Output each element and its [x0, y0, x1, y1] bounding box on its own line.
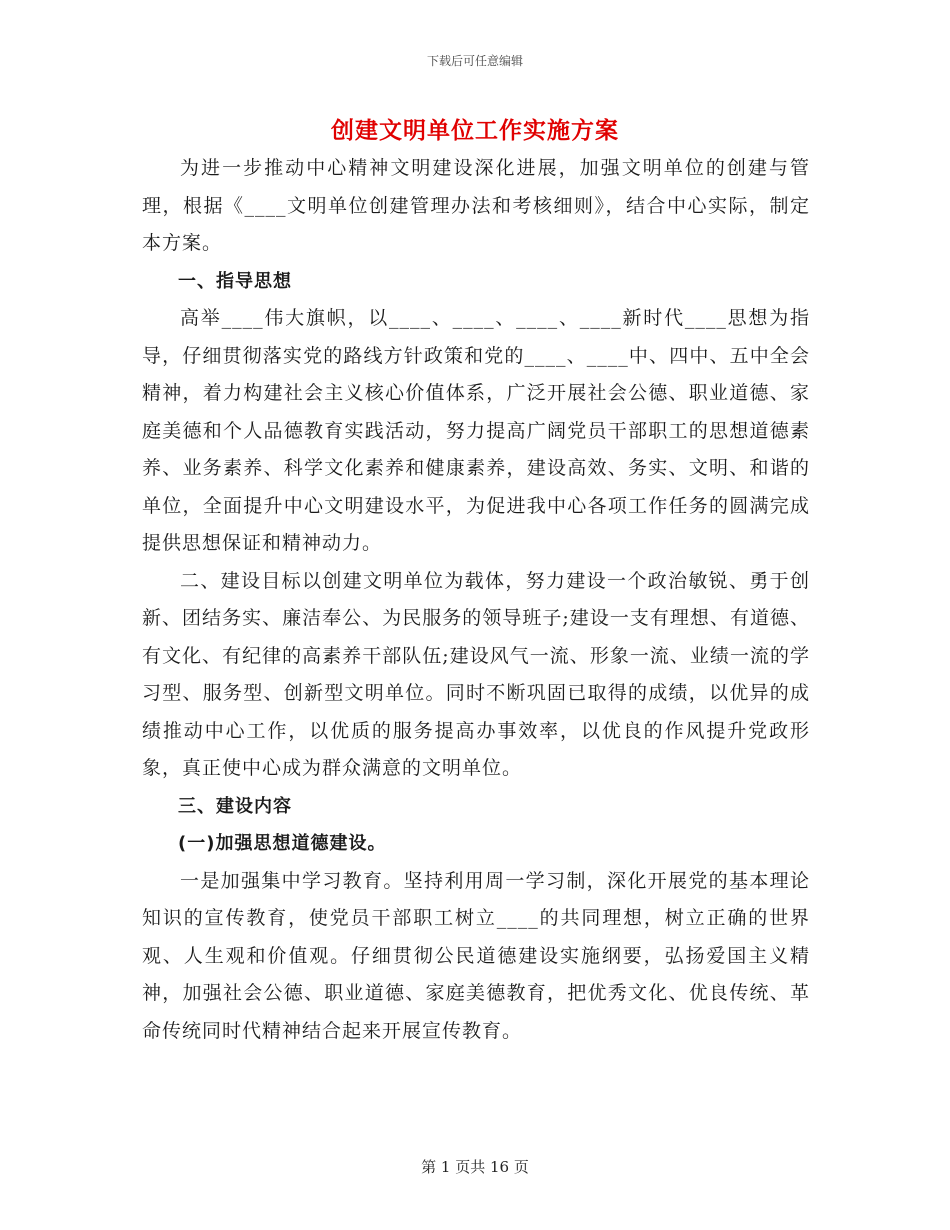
section-heading-construction-content: 三、建设内容	[178, 795, 292, 817]
study-education-paragraph: 一是加强集中学习教育。坚持利用周一学习制，深化开展党的基本理论知识的宣传教育，使党员干部职工树立____的共同理想，树立正确的世界观、人生观和价值观。仔细贯彻公民道德建设实施纲要，弘扬爱国主义精神，加强社会公德、职业道德、家庭美德教育，把优秀文化、优良传统、革命传统同时代精神结合起来开展宣传教育。	[142, 869, 810, 1042]
guiding-ideology-paragraph: 高举____伟大旗帜，以____、____、____、____新时代____思想为指导，仔细贯彻落实党的路线方针政策和党的____、____中、四中、五中全会精神，着力构建社会主义核心价值体系，广泛开展社会公德、职业道德、家庭美德和个人品德教育实践活动，努力提高广阔党员干部职工的思想道德素养、业务素养、科学文化素养和健康素养，建设高效、务实、文明、和谐的单位，全面提升中心文明建设水平，为促进我中心各项工作任务的圆满完成提供思想保证和精神动力。	[142, 307, 810, 554]
construction-goals-paragraph: 二、建设目标以创建文明单位为载体，努力建设一个政治敏锐、勇于创新、团结务实、廉洁奉公、为民服务的领导班子;建设一支有理想、有道德、有文化、有纪律的高素养干部队伍;建设风气一流、形象一流、业绩一流的学习型、服务型、创新型文明单位。同时不断巩固已取得的成绩，以优异的成绩推动中心工作，以优质的服务提高办事效率，以优良的作风提升党政形象，真正使中心成为群众满意的文明单位。	[142, 569, 810, 779]
intro-paragraph: 为进一步推动中心精神文明建设深化进展，加强文明单位的创建与管理，根据《____文明单位创建管理办法和考核细则》，结合中心实际，制定本方案。	[142, 157, 810, 254]
document-body	[142, 150, 810, 1050]
subsection-heading-moral-construction: (一)加强思想道德建设。	[178, 833, 387, 854]
document-title: 创建文明单位工作实施方案	[331, 117, 619, 144]
header-note: 下载后可任意编辑	[426, 54, 523, 68]
page-number: 第 1 页共 16 页	[421, 1158, 529, 1176]
section-heading-guiding-ideology: 一、指导思想	[178, 270, 292, 292]
